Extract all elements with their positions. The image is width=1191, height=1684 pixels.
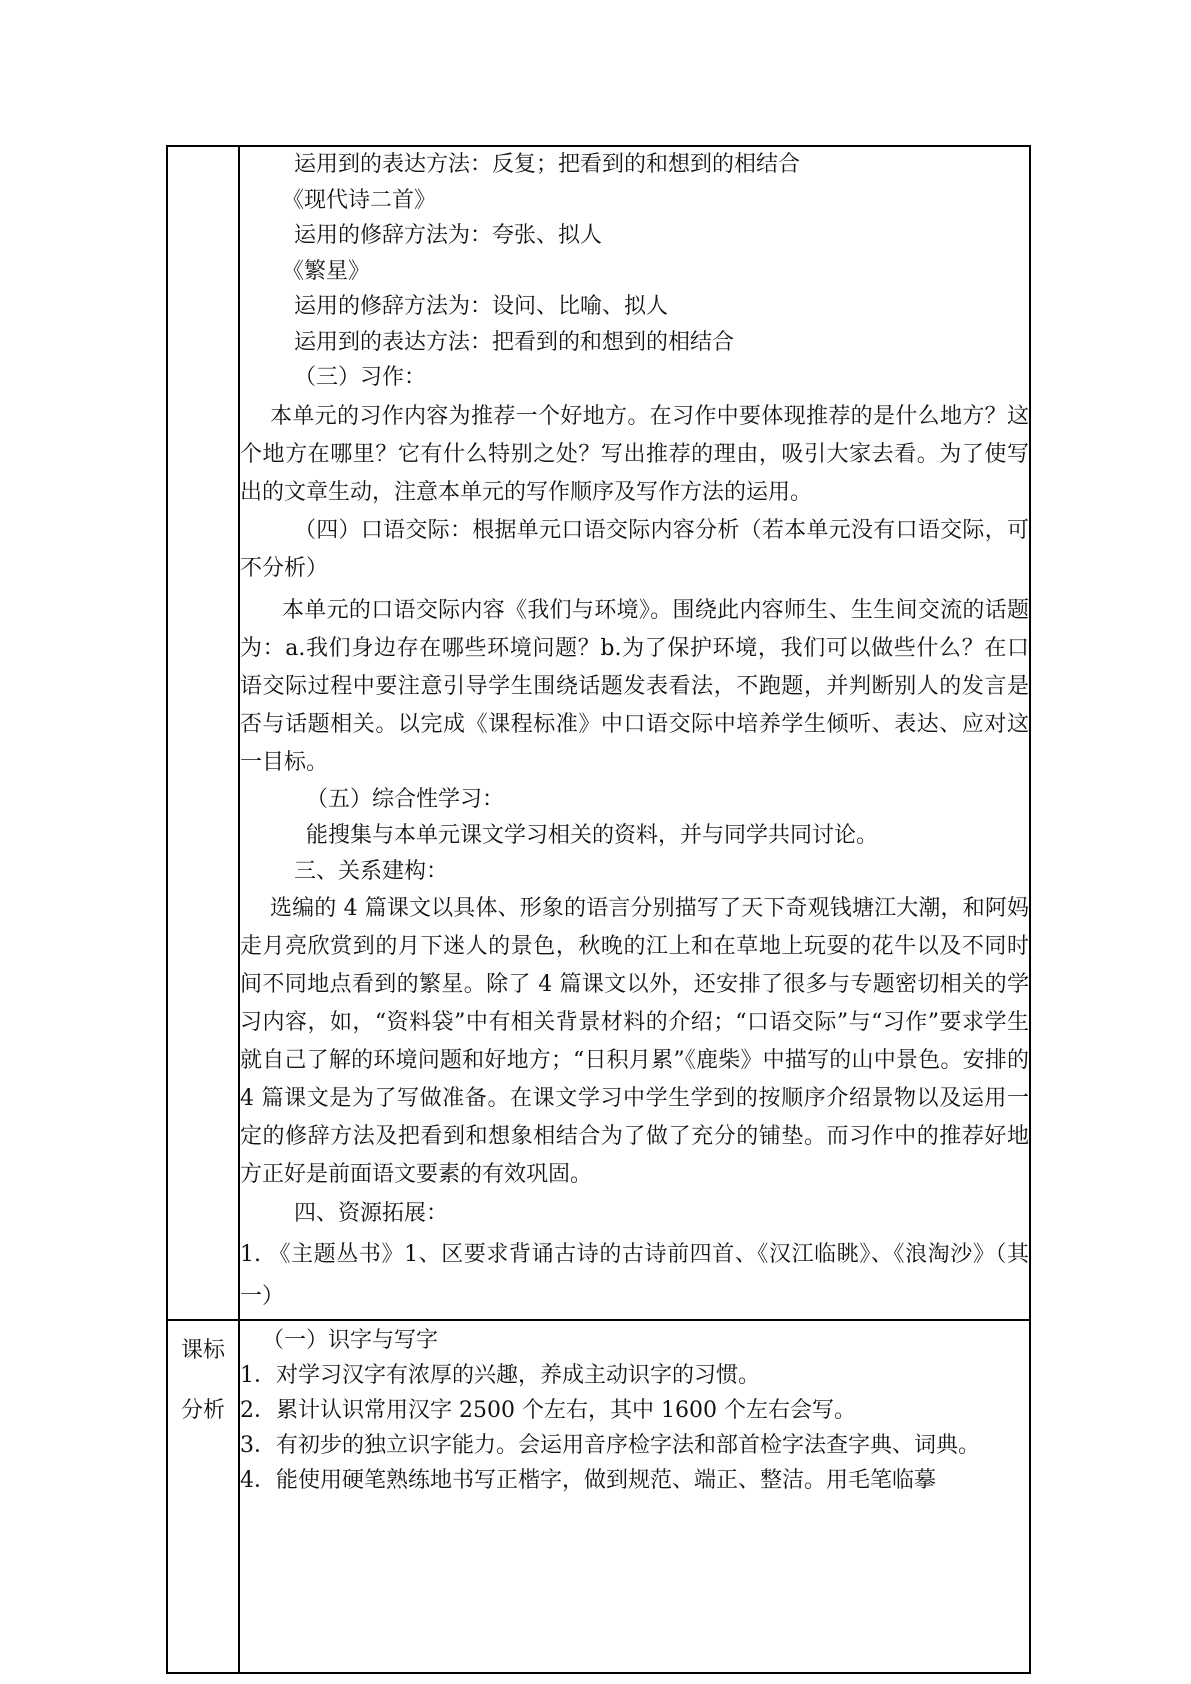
- poem-title-fanxing: 《繁星》: [282, 258, 371, 284]
- label-line-2: 分析: [180, 1398, 225, 1423]
- standard-item-2: 2．累计认识常用汉字 2500 个左右，其中 1600 个左右会写。: [240, 1398, 856, 1423]
- rhetoric-line-fanxing: 运用的修辞方法为：设问、比喻、拟人: [294, 294, 669, 319]
- lesson-plan-table: [166, 145, 1031, 1674]
- poem-title-modern: 《现代诗二首》: [282, 187, 437, 213]
- standard-item-3: 3．有初步的独立识字能力。会运用音序检字法和部首检字法查字典、词典。: [240, 1433, 980, 1458]
- xizuo-heading: （三）习作：: [294, 365, 427, 390]
- guanxi-heading: 三、关系建构：: [294, 858, 449, 884]
- curriculum-standard-row: [167, 1320, 1030, 1673]
- ziyuan-heading: 四、资源拓展：: [294, 1200, 449, 1226]
- standard-item-1: 1．对学习汉字有浓厚的兴趣，养成主动识字的习惯。: [240, 1363, 760, 1388]
- kouyu-heading: （四）口语交际：根据单元口语交际内容分析（若本单元没有口语交际，可不分析）: [240, 517, 1029, 581]
- expression-line-fanxing: 运用到的表达方法：把看到的和想到的相结合: [294, 329, 735, 355]
- shizi-heading: （一）识字与写字: [262, 1328, 439, 1353]
- zonghe-paragraph: 能搜集与本单元课文学习相关的资料，并与同学共同讨论。: [306, 822, 879, 848]
- row-label-empty: [167, 146, 239, 1320]
- curriculum-label-cell: [167, 1320, 239, 1673]
- unit-analysis-row: [167, 146, 1030, 1320]
- ziyuan-paragraph: 1. 《主题丛书》1、区要求背诵古诗的古诗前四首、《汉江临眺》、《浪淘沙》（其一）: [240, 1241, 1029, 1309]
- standard-item-4: 4．能使用硬笔熟练地书写正楷字，做到规范、端正、整洁。用毛笔临摹: [240, 1468, 936, 1493]
- rhetoric-line-modern: 运用的修辞方法为：夸张、拟人: [294, 223, 603, 248]
- zonghe-heading: （五）综合性学习：: [306, 786, 505, 812]
- label-line-1: 课标: [180, 1338, 225, 1363]
- unit-analysis-content: [239, 146, 1030, 1320]
- expression-method-line: 运用到的表达方法：反复；把看到的和想到的相结合: [294, 152, 801, 177]
- xizuo-paragraph: 本单元的习作内容为推荐一个好地方。在习作中要体现推荐的是什么地方？这个地方在哪里？它有什么特别之处？写出推荐的理由，吸引大家去看。为了使写出的文章生动，注意本单元的写作顺序及写作方法的运用。: [240, 403, 1029, 505]
- kouyu-paragraph: 本单元的口语交际内容《我们与环境》。围绕此内容师生、生生间交流的话题为：a.我们身边存在哪些环境问题？b.为了保护环境，我们可以做些什么？在口语交际过程中要注意引导学生围绕话题发表看法，不跑题，并判断别人的发言是否与话题相关。以完成《课程标准》中口语交际中培养学生倾听、表达、应对这一目标。: [240, 597, 1029, 775]
- curriculum-content: [239, 1320, 1030, 1673]
- guanxi-paragraph: 选编的 4 篇课文以具体、形象的语言分别描写了天下奇观钱塘江大潮，和阿妈走月亮欣赏到的月下迷人的景色，秋晚的江上和在草地上玩耍的花牛以及不同时间不同地点看到的繁星。除了 4 篇课文以外，还安排了很多与专题密切相关的学习内容，如，“资料袋”中有相关背景材料的介绍；“口语交际”与“习作”要求学生就自己了解的环境问题和好地方；“日积月累”《鹿柴》中描写的山中景色。安排的 4 篇课文是为了写做准备。在课文学习中学生学到的按顺序介绍景物以及运用一定的修辞方法及把看到和想象相结合为了做了充分的铺垫。而习作中的推荐好地方正好是前面语文要素的有效巩固。: [240, 895, 1029, 1187]
